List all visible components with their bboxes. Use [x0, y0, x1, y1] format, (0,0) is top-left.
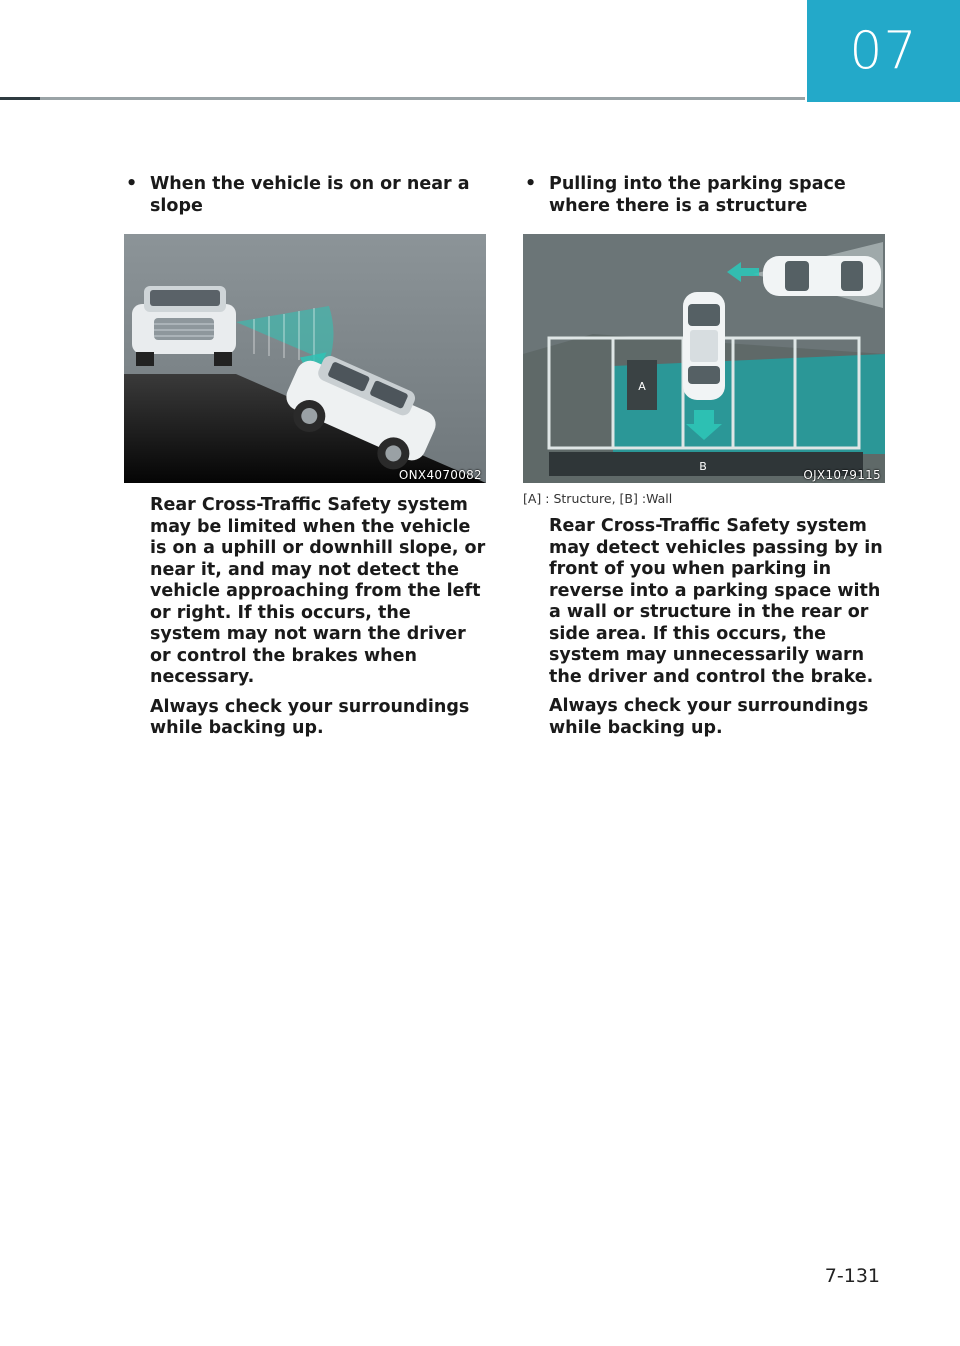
right-body: [523, 516, 885, 739]
right-heading-text: Pulling into the parking space where there is a structure: [549, 174, 846, 216]
parking-illustration: [523, 234, 885, 483]
right-heading: [523, 173, 885, 217]
left-column: [124, 173, 486, 748]
chapter-tab: [807, 0, 960, 102]
left-paragraph-2: Always check your surroundings while backing up.: [150, 696, 470, 738]
slope-illustration-svg: [124, 234, 486, 483]
label-b: B: [699, 460, 707, 473]
left-heading: [124, 173, 486, 217]
bullet: •: [525, 174, 537, 194]
right-column: [523, 173, 885, 747]
page-number: 7-131: [824, 1265, 880, 1287]
parking-illustration-svg: [523, 234, 885, 483]
left-body: [124, 495, 486, 740]
front-vehicle: [132, 286, 236, 366]
figure-code: OJX1079115: [803, 468, 881, 482]
figure-code: ONX4070082: [398, 468, 482, 482]
left-paragraph-1: Rear Cross-Traffic Safety system may be limited when the vehicle is on a uphill or downhill slope, or near it, and may not detect the vehicle approaching from the left or right. If this occurs, the system may not warn the driver or control the brakes when necessary.: [150, 495, 486, 687]
chapter-number: 07: [849, 21, 918, 81]
bullet: •: [126, 174, 138, 194]
right-paragraph-1: Rear Cross-Traffic Safety system may detect vehicles passing by in front of you when parking in reverse into a parking space with a wall or structure in the rear or side area. If this occurs, the system may unnecessarily warn the driver and control the brake.: [549, 516, 883, 687]
parking-car: [683, 292, 725, 400]
slope-illustration: [124, 234, 486, 483]
right-paragraph-2: Always check your surroundings while backing up.: [549, 696, 869, 738]
figure-caption: [A] : Structure, [B] :Wall: [523, 491, 673, 506]
left-heading-text: When the vehicle is on or near a slope: [150, 174, 470, 216]
header-rule: [0, 97, 805, 100]
label-a: A: [638, 380, 646, 393]
header-rule-accent: [0, 97, 40, 100]
